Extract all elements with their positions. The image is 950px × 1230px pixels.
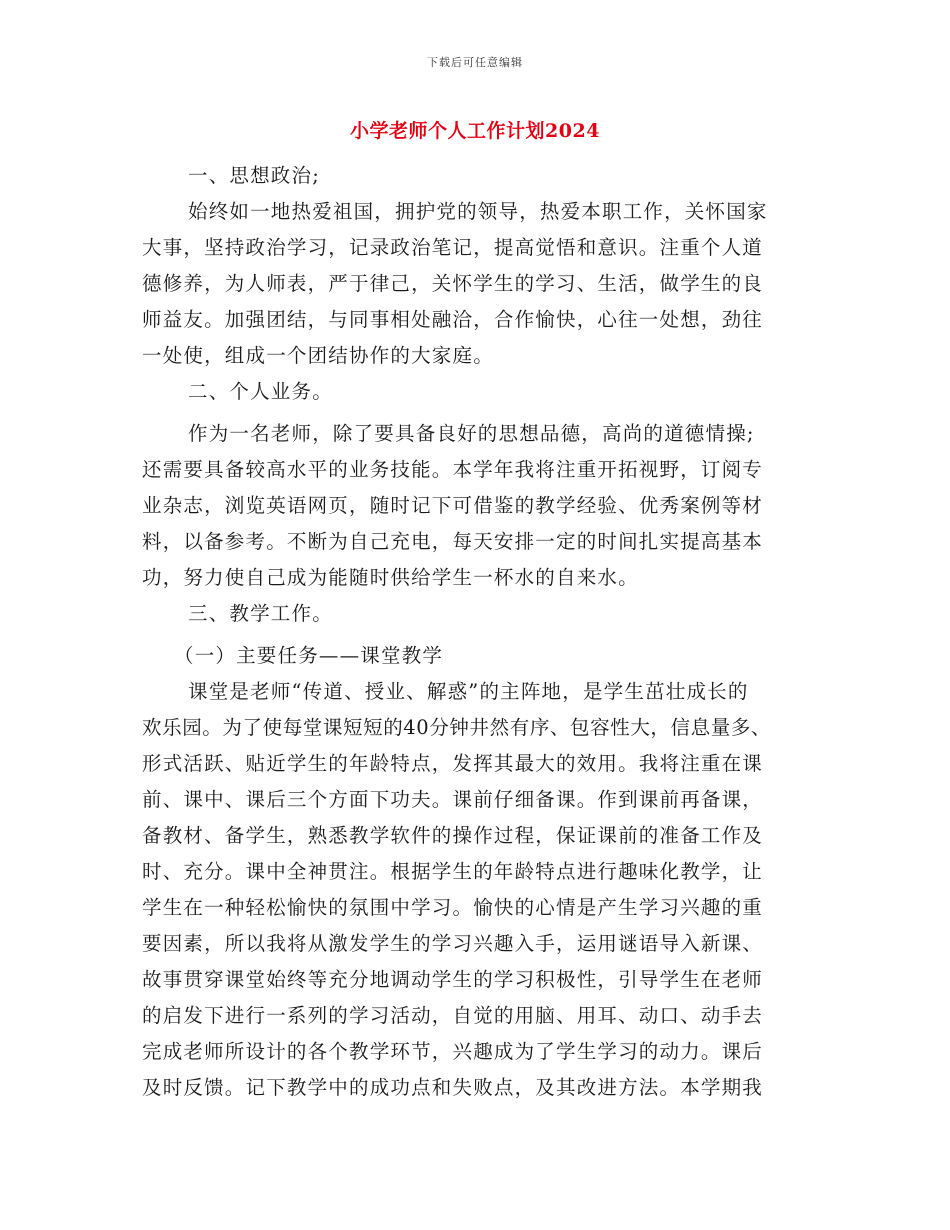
- text-line: 三、教学工作。: [188, 602, 333, 625]
- text-line: 完成老师所设计的各个教学环节，兴趣成为了学生学习的动力。课后: [142, 1040, 764, 1063]
- text-line: 师益友。加强团结，与同事相处融洽，合作愉快，心往一处想，劲往: [142, 308, 764, 331]
- text-line: 一处使，组成一个团结协作的大家庭。: [142, 344, 494, 367]
- text-line: 的启发下进行一系列的学习活动，自觉的用脑、用耳、动口、动手去: [142, 1004, 764, 1027]
- text-line: 故事贯穿课堂始终等充分地调动学生的学习积极性，引导学生在老师: [142, 968, 764, 991]
- text-line: 作为一名老师，除了要具备良好的思想品德，高尚的道德情操;: [188, 422, 755, 445]
- text-line: 二、个人业务。: [188, 380, 333, 403]
- text-line: 还需要具备较高水平的业务技能。本学年我将注重开拓视野，订阅专: [142, 458, 764, 481]
- text-line: （一）主要任务——课堂教学: [174, 644, 444, 667]
- page-header: 下载后可任意编辑: [427, 56, 523, 69]
- text-line: 料，以备参考。不断为自己充电，每天安排一定的时间扎实提高基本: [142, 530, 764, 553]
- text-line: 备教材、备学生，熟悉教学软件的操作过程，保证课前的准备工作及: [142, 824, 764, 847]
- text-line: 要因素，所以我将从激发学生的学习兴趣入手，运用谜语导入新课、: [142, 932, 764, 955]
- text-line: 始终如一地热爱祖国，拥护党的领导，热爱本职工作，关怀国家: [188, 200, 768, 223]
- text-line: 学生在一种轻松愉快的氛围中学习。愉快的心情是产生学习兴趣的重: [142, 896, 764, 919]
- text-line: 大事，坚持政治学习，记录政治笔记，提高觉悟和意识。注重个人道: [142, 236, 764, 259]
- text-line: 形式活跃、贴近学生的年龄特点，发挥其最大的效用。我将注重在课: [142, 752, 764, 775]
- text-line: 一、思想政治;: [188, 164, 320, 187]
- text-line: 功，努力使自己成为能随时供给学生一杯水的自来水。: [142, 566, 639, 589]
- text-line: 课堂是老师“传道、授业、解惑”的主阵地，是学生茁壮成长的: [188, 680, 749, 703]
- text-line: 时、充分。课中全神贯注。根据学生的年龄特点进行趣味化教学，让: [142, 860, 764, 883]
- text-line: 及时反馈。记下教学中的成功点和失败点，及其改进方法。本学期我: [142, 1076, 764, 1099]
- text-line: 业杂志，浏览英语网页，随时记下可借鉴的教学经验、优秀案例等材: [142, 494, 764, 517]
- text-line: 前、课中、课后三个方面下功夫。课前仔细备课。作到课前再备课，: [142, 788, 764, 811]
- text-line: 欢乐园。为了使每堂课短短的40分钟井然有序、包容性大，信息量多、: [142, 716, 772, 739]
- text-line: 德修养，为人师表，严于律己，关怀学生的学习、生活，做学生的良: [142, 272, 764, 295]
- document-title: 小学老师个人工作计划2024: [350, 120, 600, 142]
